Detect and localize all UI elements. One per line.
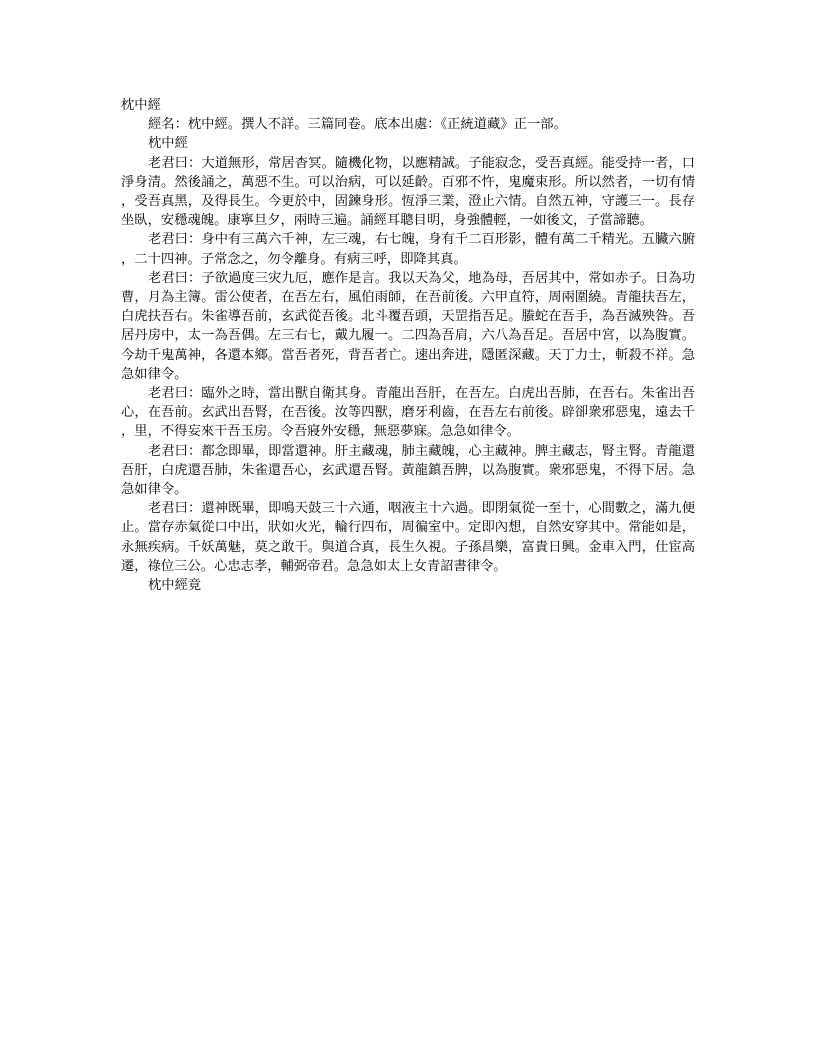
paragraph: 老君曰：都念即畢，即當還神。肝主藏魂，肺主藏魄，心主藏神。脾主藏志，腎主腎。青龍還吾肝，白虎還吾肺，朱雀還吾心，玄武還吾腎。黃龍鎮吾脾，以為腹實。衆邪惡鬼，不得下居。急急如律令。 <box>121 443 695 498</box>
paragraph: 老君曰：大道無形，常居杳冥。隨機化物，以應精誠。子能寂念，受吾真經。能受持一者，口淨身清。然後誦之，萬惡不生。可以治病，可以延齡。百邪不忤，鬼魔束形。所以然者，一切有情，受吾真黑，及得長生。今更於中，固鍊身形。恆淨三業，澄止六情。自然五神，守護三一。長存坐臥，安穩魂魄。康寧旦夕，兩時三遍。誦經耳聰目明，身強體輕，一如後文，子當諦聽。 <box>121 155 695 229</box>
document-meta: 經名：枕中經。撰人不詳。三篇同卷。底本出處：《正統道藏》正一部。 <box>148 117 567 133</box>
paragraph: 老君曰：臨外之時，當出獸自衛其身。青龍出吾肝，在吾左。白虎出吾肺，在吾右。朱雀出吾心，在吾前。玄武出吾腎，在吾後。汝等四獸，磨牙利齒，在吾左右前後。辟卻衆邪惡鬼，遠去千，里，不得妄來干吾玉房。令吾寢外安穩，無惡夢寐。急急如律令。 <box>121 386 695 440</box>
document-page <box>121 96 695 595</box>
document-title: 枕中經 <box>121 98 161 113</box>
document-subtitle: 枕中經 <box>148 136 188 152</box>
paragraph: 老君曰：身中有三萬六千神，左三魂，右七魄，身有千二百形影，體有萬二千精光。五臟六腑，二十四神。子常念之，勿令離身。有病三呼，即降其真。 <box>121 232 695 267</box>
paragraph: 老君曰：子欲過度三灾九厄，應作是言。我以天為父，地為母，吾居其中，常如赤子。日為功曹，月為主簿。雷公使者，在吾左右，風伯雨師，在吾前後。六甲直符，周兩圍繞。青龍扶吾左，白虎扶吾右。朱雀導吾前，玄武從吾後。北斗覆吾頭，天罡指吾足。螣蛇在吾手，為吾滅殃咎。吾居丹房中，太一為吾偶。左三右七，戴九履一。二四為吾肩，六八為吾足。吾居中宮，以為腹實。今劫千鬼萬神，各還本鄉。當吾者死，背吾者亡。速出奔进，隱匿深藏。天丁力士，斬殺不祥。急急如律令。 <box>121 270 695 382</box>
document-ending: 枕中經竟 <box>148 578 202 594</box>
paragraph: 老君曰：還神既畢，即鳴天鼓三十六通，咽液主十六過。即閉氣從一至十，心間數之，滿九便止。當存赤氣從口中出，狀如火光，輪行四布，周徧室中。定即內想，自然安穿其中。常能如是，永無疾病。千妖萬魅，莫之敢干。與道合真，長生久視。子孫昌樂，富貴日興。金車入門，仕宦高遷，祿位三公。心忠志孝，輔弼帝君。急急如太上女青詔書律令。 <box>121 501 695 574</box>
